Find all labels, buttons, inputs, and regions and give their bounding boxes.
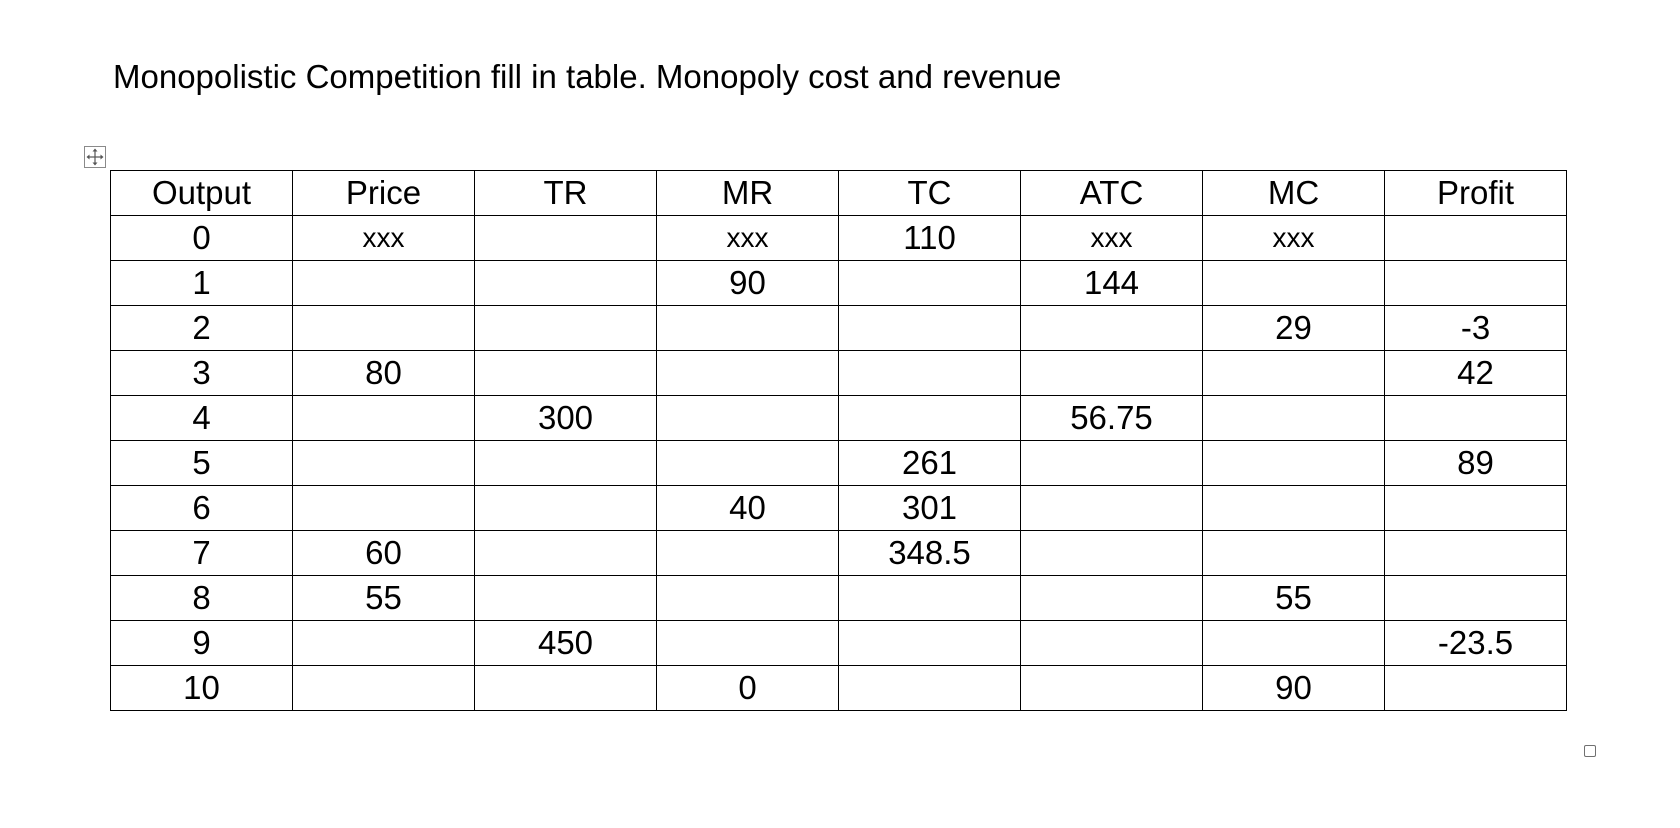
move-arrows-icon [85,147,105,167]
cell-profit[interactable] [1385,216,1567,261]
cell-mr[interactable] [657,396,839,441]
cell-price[interactable] [293,486,475,531]
header-price: Price [293,171,475,216]
cell-mr[interactable] [657,351,839,396]
cell-mc[interactable] [1203,531,1385,576]
table-row [111,306,1567,351]
header-mr: MR [657,171,839,216]
table-row [111,531,1567,576]
cell-price[interactable] [293,441,475,486]
table-row [111,486,1567,531]
cell-atc[interactable] [1021,621,1203,666]
cell-tr[interactable]: 450 [475,621,657,666]
cell-profit[interactable] [1385,486,1567,531]
table-row [111,351,1567,396]
cell-atc[interactable]: 144 [1021,261,1203,306]
cell-atc[interactable] [1021,486,1203,531]
cell-atc[interactable] [1021,531,1203,576]
header-tc: TC [839,171,1021,216]
cell-mc[interactable] [1203,261,1385,306]
cell-profit[interactable] [1385,261,1567,306]
cell-atc[interactable] [1021,576,1203,621]
cell-mc[interactable] [1203,351,1385,396]
cell-price[interactable]: 55 [293,576,475,621]
cell-tr[interactable] [475,531,657,576]
cell-mr[interactable] [657,576,839,621]
cell-tc[interactable]: 348.5 [839,531,1021,576]
cell-mc[interactable]: 90 [1203,666,1385,711]
cell-mr[interactable]: xxx [657,216,839,261]
cell-output[interactable]: 7 [111,531,293,576]
cell-price[interactable] [293,396,475,441]
table-row [111,396,1567,441]
cell-price[interactable]: 60 [293,531,475,576]
cell-mr[interactable] [657,621,839,666]
cell-profit[interactable]: -3 [1385,306,1567,351]
table-row [111,441,1567,486]
cell-tc[interactable] [839,576,1021,621]
cell-atc[interactable] [1021,306,1203,351]
cell-mc[interactable] [1203,396,1385,441]
cell-profit[interactable] [1385,396,1567,441]
cell-output[interactable]: 4 [111,396,293,441]
cell-price[interactable] [293,666,475,711]
cell-profit[interactable] [1385,531,1567,576]
cell-tc[interactable]: 301 [839,486,1021,531]
cell-mr[interactable] [657,531,839,576]
cell-tc[interactable] [839,261,1021,306]
cell-tc[interactable] [839,396,1021,441]
cell-profit[interactable]: 42 [1385,351,1567,396]
header-profit: Profit [1385,171,1567,216]
cell-profit[interactable] [1385,666,1567,711]
cell-mc[interactable]: xxx [1203,216,1385,261]
cell-mr[interactable] [657,441,839,486]
cell-output[interactable]: 2 [111,306,293,351]
table-resize-icon[interactable] [1584,745,1596,757]
table-row [111,666,1567,711]
cell-output[interactable]: 0 [111,216,293,261]
cell-atc[interactable] [1021,666,1203,711]
cell-tc[interactable] [839,666,1021,711]
cell-price[interactable] [293,306,475,351]
cell-mc[interactable]: 55 [1203,576,1385,621]
document-title: Monopolistic Competition fill in table. Monopoly cost and revenue [113,58,1062,95]
header-atc: ATC [1021,171,1203,216]
cell-atc[interactable]: 56.75 [1021,396,1203,441]
cell-tc[interactable] [839,306,1021,351]
cell-atc[interactable]: xxx [1021,216,1203,261]
cell-tr[interactable] [475,441,657,486]
cell-output[interactable]: 1 [111,261,293,306]
table-row [111,261,1567,306]
cell-atc[interactable] [1021,441,1203,486]
header-tr: TR [475,171,657,216]
table-move-icon[interactable] [84,146,106,168]
cell-tr[interactable] [475,486,657,531]
cell-output[interactable]: 10 [111,666,293,711]
cell-mc[interactable] [1203,621,1385,666]
table-row [111,216,1567,261]
cell-price[interactable] [293,621,475,666]
cell-mr[interactable]: 90 [657,261,839,306]
cell-tr[interactable] [475,306,657,351]
cell-output[interactable]: 5 [111,441,293,486]
cell-price[interactable]: xxx [293,216,475,261]
cell-tc[interactable]: 261 [839,441,1021,486]
cell-output[interactable]: 9 [111,621,293,666]
header-output: Output [111,171,293,216]
cell-mc[interactable] [1203,486,1385,531]
cell-tr[interactable]: 300 [475,396,657,441]
table-header-row [111,171,1567,216]
table-row [111,621,1567,666]
cell-tr[interactable] [475,351,657,396]
cell-atc[interactable] [1021,351,1203,396]
cell-tr[interactable] [475,261,657,306]
cell-mc[interactable]: 29 [1203,306,1385,351]
cell-price[interactable] [293,261,475,306]
cell-output[interactable]: 6 [111,486,293,531]
cell-tr[interactable] [475,666,657,711]
cell-profit[interactable]: 89 [1385,441,1567,486]
cell-price[interactable]: 80 [293,351,475,396]
header-mc: MC [1203,171,1385,216]
cell-tc[interactable] [839,351,1021,396]
cell-mr[interactable]: 0 [657,666,839,711]
cell-tr[interactable] [475,576,657,621]
cell-output[interactable]: 8 [111,576,293,621]
cell-profit[interactable] [1385,576,1567,621]
cell-mr[interactable] [657,306,839,351]
cell-mc[interactable] [1203,441,1385,486]
cell-output[interactable]: 3 [111,351,293,396]
cost-revenue-table [110,170,1567,711]
cell-tr[interactable] [475,216,657,261]
cell-tc[interactable] [839,621,1021,666]
cell-profit[interactable]: -23.5 [1385,621,1567,666]
table-row [111,576,1567,621]
table-body [111,216,1567,711]
cell-tc[interactable]: 110 [839,216,1021,261]
cell-mr[interactable]: 40 [657,486,839,531]
